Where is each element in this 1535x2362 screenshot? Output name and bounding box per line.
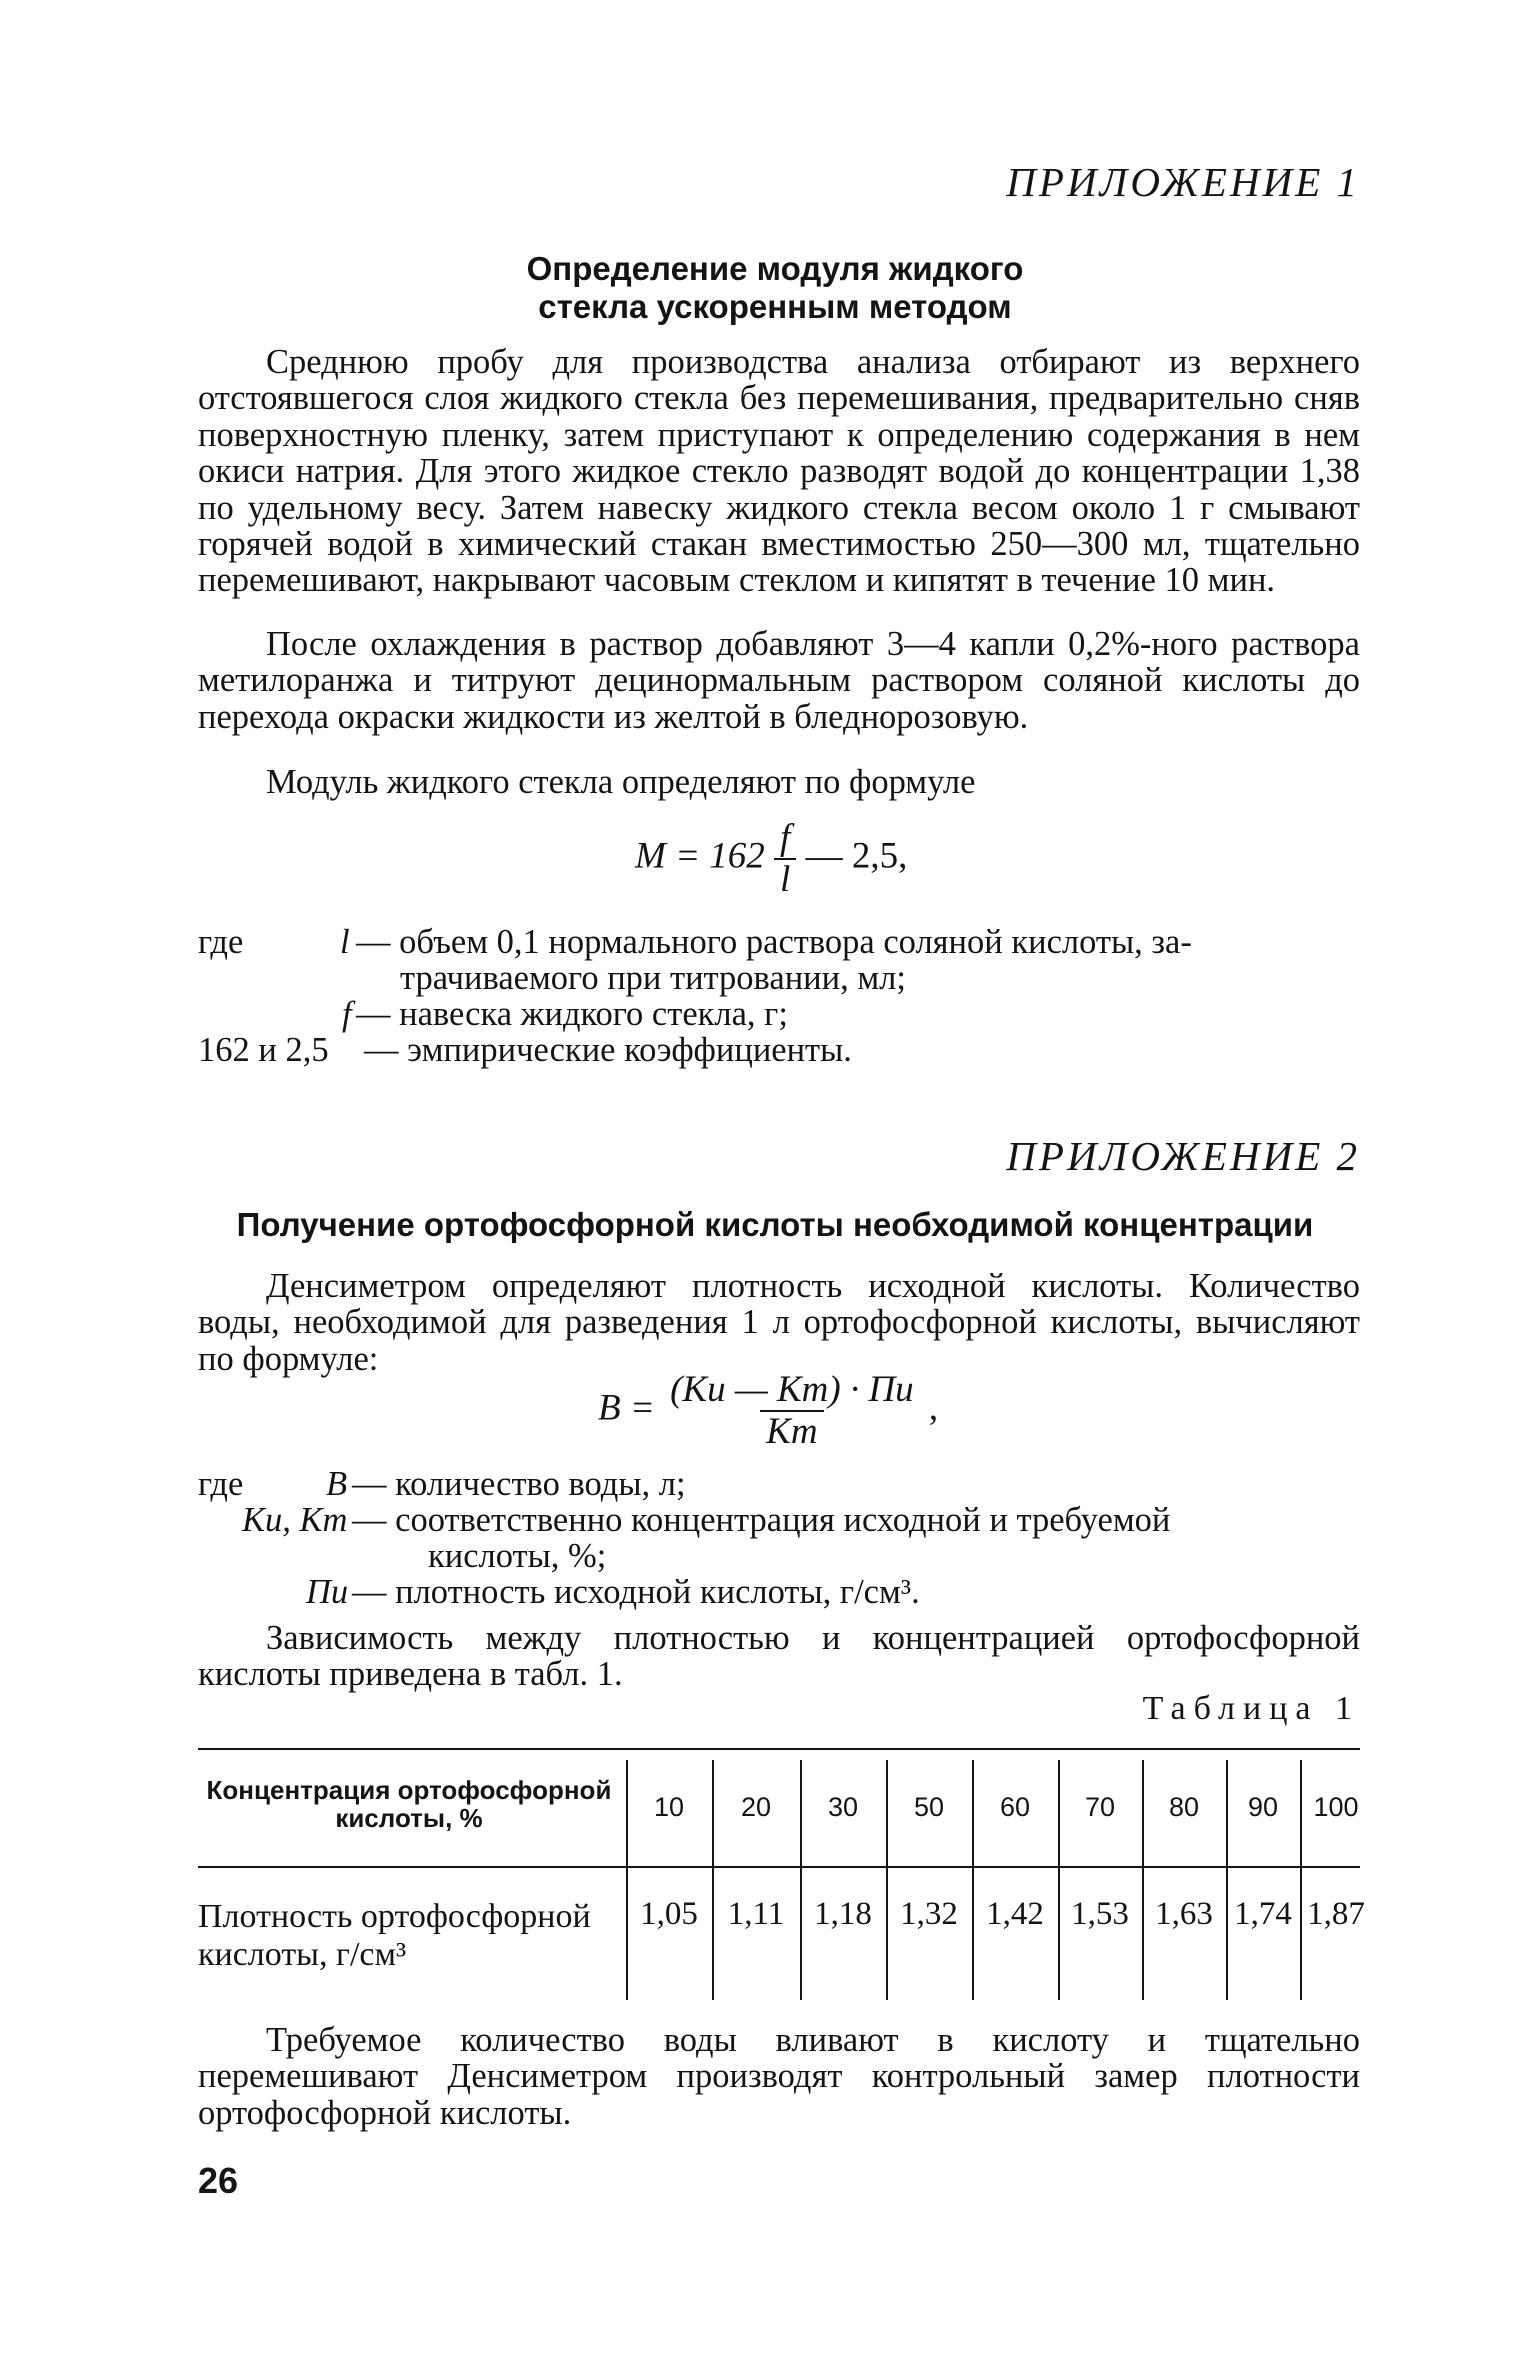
appendix-1-paragraph-3: Модуль жидкого стекла определяют по формуле bbox=[266, 763, 976, 801]
page-number: 26 bbox=[198, 2160, 239, 2201]
def-symbol: f bbox=[342, 995, 352, 1033]
def-text: кислоты, %; bbox=[428, 1537, 607, 1575]
def-text: — объем 0,1 нормального раствора соляной кислоты, за- bbox=[356, 923, 1192, 961]
table-header-cell: 90 bbox=[1247, 1792, 1279, 1822]
formula-module-denominator: l bbox=[774, 858, 796, 900]
table-top-rule bbox=[198, 1748, 1360, 1750]
appendix-2-paragraph-3: Требуемое количество воды вливают в кислоту и тщательно перемешивают Денсиметром производят контрольный замер плотности ортофосфорной кислоты. bbox=[198, 2021, 1360, 2132]
table-header-cell: 100 bbox=[1313, 1792, 1359, 1822]
table-value-cell: 1,42 bbox=[986, 1896, 1044, 1932]
formula-water-denominator: Kт bbox=[760, 1410, 823, 1452]
table-value-cell: 1,87 bbox=[1307, 1896, 1365, 1932]
table-header-label: Концентрация ортофосфорной кислоты, % bbox=[206, 1775, 612, 1833]
def-text: — навеска жидкого стекла, г; bbox=[356, 995, 788, 1033]
appendix-2-paragraph-1: Денсиметром определяют плотность исходной кислоты. Количество воды, необходимой для разведения 1 л ортофосфорной кислоты, вычисляют по формуле: bbox=[198, 1267, 1360, 1378]
appendix-2-title: Получение ортофосфорной кислоты необходимой концентрации bbox=[236, 1206, 1314, 1243]
appendix-1-title-line2: стекла ускоренным методом bbox=[538, 288, 1012, 325]
table-header-cell: 30 bbox=[827, 1792, 859, 1822]
def-text: трачиваемого при титровании, мл; bbox=[400, 959, 906, 997]
appendix-2-label: ПРИЛОЖЕНИЕ 2 bbox=[1006, 1133, 1360, 1179]
where-label: где bbox=[198, 923, 244, 961]
table-caption: Таблица 1 bbox=[1142, 1690, 1360, 1727]
def-text: — количество воды, л; bbox=[352, 1465, 686, 1503]
def-symbol: 162 и 2,5 bbox=[198, 1031, 329, 1069]
formula-water-numerator: (Kи — Kт) · Пи bbox=[670, 1369, 914, 1410]
appendix-1-paragraph-2: После охлаждения в раствор добавляют 3—4 капли 0,2%-ного раствора метилоранжа и титруют децинормальным раствором соляной кислоты до перехода окраски жидкости из желтой в бледнорозовую. bbox=[198, 625, 1360, 736]
table-header-cell: 10 bbox=[653, 1792, 685, 1822]
table-row-label: Плотность ортофосфорной кислоты, г/см³ bbox=[198, 1898, 591, 1973]
where-label: где bbox=[198, 1465, 244, 1503]
table-value-cell: 1,05 bbox=[640, 1896, 698, 1932]
formula-water-rhs: , bbox=[928, 1387, 939, 1429]
table-value-cell: 1,53 bbox=[1071, 1896, 1129, 1932]
appendix-1-paragraph-1: Среднюю пробу для производства анализа отбирают из верхнего отстоявшегося слоя жидкого стекла без перемешивания, предварительно сняв поверхностную пленку, затем приступают к определению содержания в нем окиси натрия. Для этого жидкое стекло разводят водой до концентрации 1,38 по удельному весу. Затем навеску жидкого стекла весом около 1 г смывают горячей водой в химический стакан вместимостью 250—300 мл, тщательно перемешивают, накрывают часовым стеклом и кипятят в течение 10 мин. bbox=[198, 343, 1360, 600]
table-header-cell: 80 bbox=[1168, 1792, 1200, 1822]
formula-module-numerator: f bbox=[780, 817, 791, 858]
def-symbol: B bbox=[326, 1465, 348, 1503]
def-text: — плотность исходной кислоты, г/см³. bbox=[352, 1573, 920, 1611]
table-value-cell: 1,32 bbox=[900, 1896, 958, 1932]
def-symbol: Kи, Kт bbox=[242, 1501, 348, 1539]
appendix-1-title-line1: Определение модуля жидкого bbox=[526, 250, 1024, 287]
def-symbol: l bbox=[340, 923, 350, 961]
formula-module-lhs: M = 162 bbox=[635, 835, 765, 877]
table-value-cell: 1,11 bbox=[727, 1896, 785, 1932]
def-symbol: Пи bbox=[306, 1573, 349, 1611]
table-header-rule bbox=[198, 1866, 1360, 1868]
formula-water-lhs: B = bbox=[598, 1387, 655, 1429]
table-value-cell: 1,18 bbox=[814, 1896, 872, 1932]
appendix-1-label: ПРИЛОЖЕНИЕ 1 bbox=[1006, 159, 1360, 205]
table-header-cell: 50 bbox=[913, 1792, 945, 1822]
table-header-cell: 20 bbox=[740, 1792, 772, 1822]
appendix-2-paragraph-2: Зависимость между плотностью и концентрацией ортофосфорной кислоты приведена в табл. 1. bbox=[198, 1619, 1360, 1694]
table-value-cell: 1,63 bbox=[1155, 1896, 1213, 1932]
formula-module-rhs: — 2,5, bbox=[805, 835, 908, 877]
table-header-cell: 70 bbox=[1084, 1792, 1116, 1822]
def-text: — соответственно концентрация исходной и требуемой bbox=[352, 1501, 1171, 1539]
table-value-cell: 1,74 bbox=[1234, 1896, 1292, 1932]
def-text: — эмпирические коэффициенты. bbox=[364, 1031, 852, 1069]
table-header-cell: 60 bbox=[999, 1792, 1031, 1822]
